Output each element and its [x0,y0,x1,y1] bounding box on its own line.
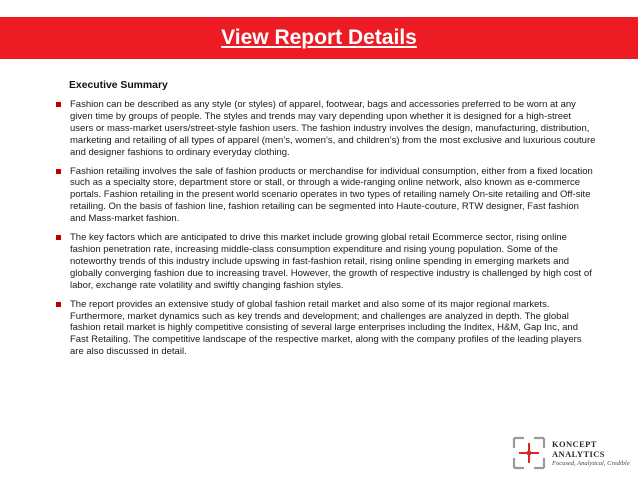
executive-summary-section [56,79,596,365]
bullet-icon [56,169,61,174]
crosshair-logo-icon [512,436,546,470]
bullet-text: The key factors which are anticipated to drive this market include growing global retail Ecommerce sector, rising online fashion penetration rate, increasing middle-class consumption expenditure and rising young population. Some of the noteworthy trends of this industry include upswing in fast-fashion retail, rising online spending in emerging markets and globally converging fashion due to increasing travel. However, the growth of respective industry is challenged by high cost of labor, exchange rate volatility and swiftly changing fashion styles. [70,232,592,291]
summary-bullet [56,232,596,292]
summary-bullet [56,166,596,226]
bullet-icon [56,235,61,240]
bullet-icon [56,302,61,307]
bullet-text: Fashion retailing involves the sale of fashion products or merchandise for individual consumption, either from a fixed location such as a specialty store, department store or stall, or through a wide-ranging online network, also known as e-commerce portals. Fashion retailing in the present world scenario operates in two types of retailing namely On-site retailing and Off-site retailing. On the basis of fashion line, fashion retailing can be segmented into Haute-couture, RTW designer, Fast fashion and Mass-market fashion. [70,165,593,225]
section-title: Executive Summary [69,80,168,91]
logo-tagline: Focused, Analytical, Credible [552,460,630,467]
view-report-details-link[interactable]: View Report Details [221,26,417,49]
bullet-text: Fashion can be described as any style (or styles) of apparel, footwear, bags and accessories preferred to be worn at any given time by groups of people. The styles and trends may vary depending upon whether it is designed for a high-street users or mass-market users/street-style fashion users. The fashion industry involves the design, manufacturing, distribution, marketing and retailing of all types of apparel (men’s, women’s, and children’s) from the most exclusive and luxurious couture and designer fashions to ordinary everyday clothing. [70,99,596,158]
koncept-analytics-logo [512,436,630,476]
bullet-icon [56,102,61,107]
bullet-text: The report provides an extensive study of global fashion retail market and also some of its major regional markets. Furthermore, market dynamics such as key trends and development; and challenges are analyzed in depth. The global fashion retail market is highly competitive consisting of several large enterprises including the Inditex, H&M, Gap Inc, and Fast Retailing. The competitive landscape of the respective market, along with the company profiles of the leading players are also discussed in detail. [70,298,582,358]
summary-bullet [56,299,596,359]
logo-name-line1: KONCEPT [552,439,597,449]
summary-bullet [56,99,596,159]
header-banner [0,17,638,59]
logo-name-line2: ANALYTICS [552,449,605,459]
